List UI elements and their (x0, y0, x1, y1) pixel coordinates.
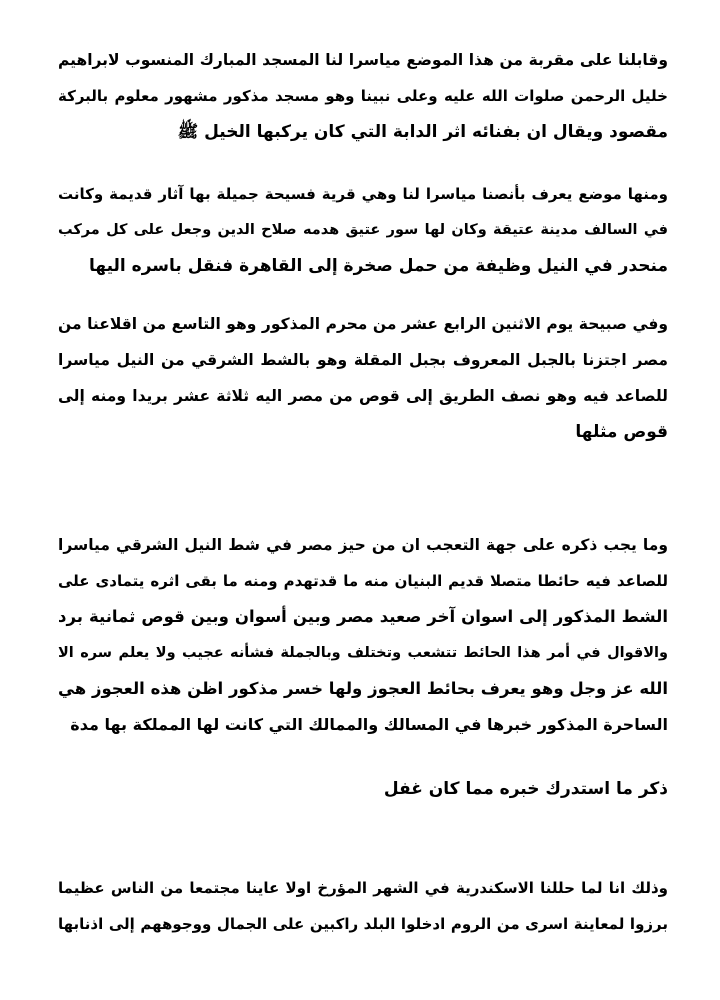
text-line: مقصود ويقال ان بفنائه اثر الدابة التي كان يركبها الخيل ﷺ (177, 122, 668, 142)
text-line: مصر اجتزنا بالجبل المعروف بجبل المقلة وهو بالشط الشرقي من النيل مياسرا (58, 351, 668, 369)
text-line: قوص مثلها (575, 422, 668, 442)
text-line: برزوا لمعاينة اسرى من الروم ادخلوا البلد راكبين على الجمال ووجوههم إلى اذنابها (58, 915, 668, 933)
section-heading (58, 771, 668, 807)
paragraph-6 (58, 870, 668, 942)
text-line: الشط المذكور إلى اسوان آخر صعيد مصر وبين أسوان وبين قوص ثمانية برد (58, 607, 668, 626)
text-line: ومنها موضع يعرف بأنصنا مياسرا لنا وهي قرية فسيحة جميلة بها آثار قديمة وكانت (58, 185, 668, 203)
text-line: وفي صبيحة يوم الاثنين الرابع عشر من محرم المذكور وهو التاسع من اقلاعنا من (58, 315, 668, 333)
text-line: للصاعد فيه حائطا متصلا قديم البنيان منه ما قدتهدم ومنه ما بقى اثره يتمادى على (58, 572, 668, 590)
paragraph-1 (58, 42, 668, 150)
paragraph-4 (58, 527, 668, 743)
paragraph-3 (58, 306, 668, 450)
text-line: وما يجب ذكره على جهة التعجب ان من حيز مصر في شط النيل الشرقي مياسرا (58, 536, 668, 554)
text-line: الله عز وجل وهو يعرف بحائط العجوز ولها خسر مذكور اظن هذه العجوز هي (58, 679, 668, 698)
heading-line: ذكر ما استدرك خبره مما كان غفل (383, 779, 668, 799)
text-line: خليل الرحمن صلوات الله عليه وعلى نبينا وهو مسجد مذكور مشهور معلوم بالبركة (58, 87, 668, 105)
text-line: منحدر في النيل وظيفة من حمل صخرة إلى القاهرة فنقل باسره اليها (89, 256, 668, 276)
paragraph-2 (58, 176, 668, 284)
text-line: والاقوال في أمر هذا الحائط تتشعب وتختلف وبالجملة فشأنه عجيب ولا يعلم سره الا (58, 645, 668, 661)
text-line: وذلك انا لما حللنا الاسكندرية في الشهر المؤرخ اولا عاينا مجتمعا من الناس عظيما (58, 879, 668, 897)
text-line: الساحرة المذكور خبرها في المسالك والممالك التي كانت لها المملكة بها مدة (70, 715, 668, 734)
text-line: وقابلنا على مقربة من هذا الموضع مياسرا لنا المسجد المبارك المنسوب لابراهيم (58, 51, 668, 69)
text-line: للصاعد فيه وهو نصف الطريق إلى قوص من مصر اليه ثلاثة عشر بريدا ومنه إلى (58, 387, 668, 405)
text-line: في السالف مدينة عتيقة وكان لها سور عتيق هدمه صلاح الدين وجعل على كل مركب (58, 222, 668, 238)
